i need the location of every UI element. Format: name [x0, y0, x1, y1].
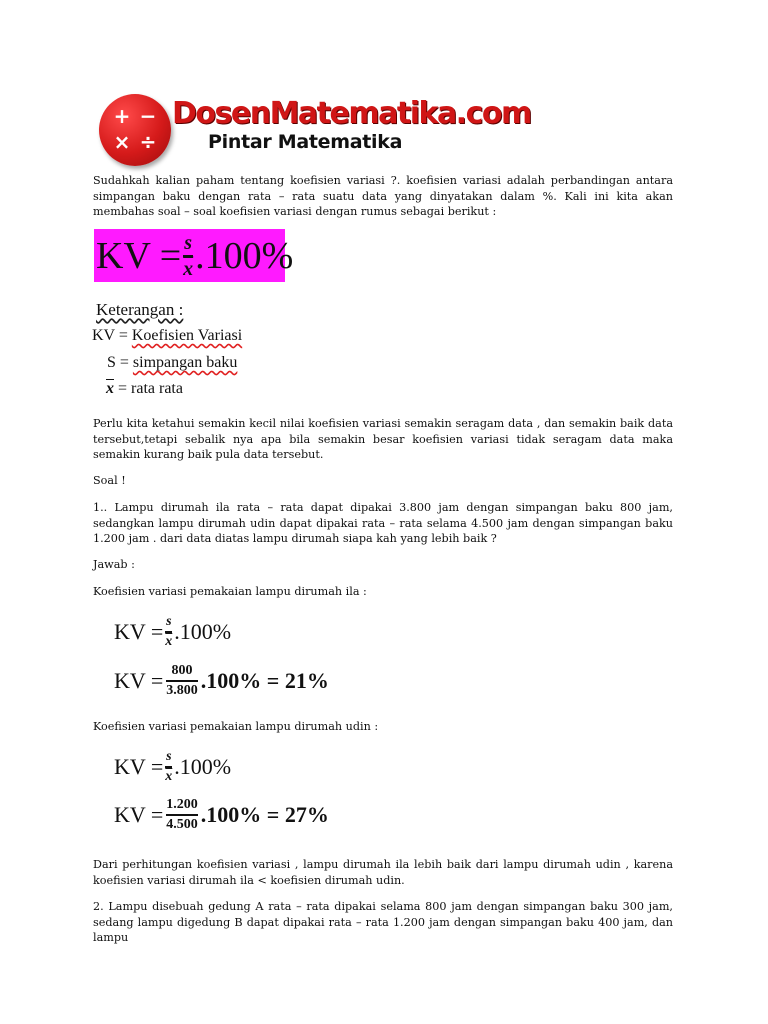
intro-paragraph: Sudahkah kalian paham tentang koefisien variasi ?. koefisien variasi adalah perbandingan antara simpangan baku dengan rata – rata suatu data yang dinyatakan dalam %. Kali ini kita akan membahas soal – soal koefisien variasi dengan rumus sebagai berikut :	[93, 174, 673, 218]
x-definition: = rata rata	[118, 380, 183, 397]
udin-f2-numerator: 1.200	[166, 797, 198, 812]
ila-caption: Koefisien variasi pemakaian lampu dirumah ila :	[93, 585, 367, 598]
udin-f2-rhs: .100% = 27%	[200, 802, 329, 827]
ila-f2-numerator: 800	[171, 663, 193, 678]
soal-label: Soal !	[93, 474, 126, 487]
conclusion-paragraph: Dari perhitungan koefisien variasi , lampu dirumah ila lebih baik dari lampu dirumah udin , karena koefisien variasi dirumah ila < koefisien dirumah udin.	[93, 858, 673, 887]
ila-formula-1	[114, 613, 231, 651]
keterangan-x	[106, 380, 183, 398]
ila-f1-numerator: s	[166, 614, 172, 629]
udin-f1-fraction	[165, 750, 172, 784]
formula-rhs: .100%	[195, 234, 294, 277]
ila-formula-2	[114, 660, 329, 702]
logo-subtitle: Pintar Matematika	[208, 131, 403, 153]
plus-symbol: +	[113, 104, 131, 128]
fraction-bar	[165, 631, 172, 633]
udin-f1-lhs: KV =	[114, 754, 164, 779]
logo-badge	[99, 94, 171, 166]
udin-f2-fraction	[166, 798, 198, 832]
divide-symbol: ÷	[139, 130, 157, 154]
fraction-bar	[165, 766, 172, 768]
s-definition: simpangan baku	[132, 354, 238, 371]
udin-formula-2	[114, 794, 329, 836]
s-symbol: S =	[107, 354, 129, 371]
times-symbol: ×	[113, 130, 131, 154]
udin-f2-lhs: KV =	[114, 802, 164, 827]
minus-symbol: −	[139, 104, 157, 128]
ila-f2-denominator: 3.800	[166, 683, 198, 698]
formula-fraction	[183, 233, 193, 279]
ila-f2-fraction	[166, 664, 198, 698]
ila-f2-rhs: .100% = 21%	[200, 668, 329, 693]
main-formula	[96, 229, 293, 282]
udin-caption: Koefisien variasi pemakaian lampu dirumah udin :	[93, 720, 379, 733]
kv-definition: Koefisien Variasi	[131, 327, 243, 344]
problem-1: 1.. Lampu dirumah ila rata – rata dapat dipakai 3.800 jam dengan simpangan baku 800 jam, sedangkan lampu dirumah udin dapat dipakai rata – rata selama 4.500 jam dengan simpangan baku 1.200 jam . dari data diatas lampu dirumah siapa kah yang lebih baik ?	[93, 501, 673, 545]
formula-lhs: KV =	[96, 234, 182, 277]
ila-f1-lhs: KV =	[114, 619, 164, 644]
keterangan-heading: Keterangan :	[96, 300, 184, 319]
explanation-paragraph: Perlu kita ketahui semakin kecil nilai koefisien variasi semakin seragam data , dan semakin baik data tersebut,tetapi sebalik nya apa bila semakin besar koefisien variasi tidak seragam data maka semakin kurang baik pula data tersebut.	[93, 417, 673, 461]
ila-f1-fraction	[165, 615, 172, 649]
udin-f1-rhs: .100%	[174, 754, 232, 779]
fraction-bar	[166, 814, 198, 816]
keterangan-kv	[92, 327, 242, 345]
logo-title: DosenMatematika.com	[172, 96, 531, 131]
udin-formula-1	[114, 748, 231, 786]
fraction-bar	[166, 680, 198, 682]
problem-2: 2. Lampu disebuah gedung A rata – rata dipakai selama 800 jam dengan simpangan baku 300 jam, sedang lampu digedung B dapat dipakai rata – rata 1.200 jam dengan simpangan baku 400 jam, dan lampu	[93, 900, 673, 944]
kv-symbol: KV =	[92, 327, 128, 344]
x-bar-symbol: $\overline{x}$	[106, 380, 114, 397]
udin-f1-denominator: x	[165, 769, 173, 784]
formula-denominator: x	[183, 257, 194, 280]
ila-f1-rhs: .100%	[174, 619, 232, 644]
ila-f2-lhs: KV =	[114, 668, 164, 693]
ila-f1-denominator: x	[165, 634, 173, 649]
udin-f1-numerator: s	[166, 749, 172, 764]
formula-numerator: s	[184, 231, 193, 254]
jawab-label: Jawab :	[93, 558, 135, 571]
udin-f2-denominator: 4.500	[166, 817, 198, 832]
fraction-bar	[183, 255, 193, 257]
keterangan-s	[107, 354, 237, 372]
